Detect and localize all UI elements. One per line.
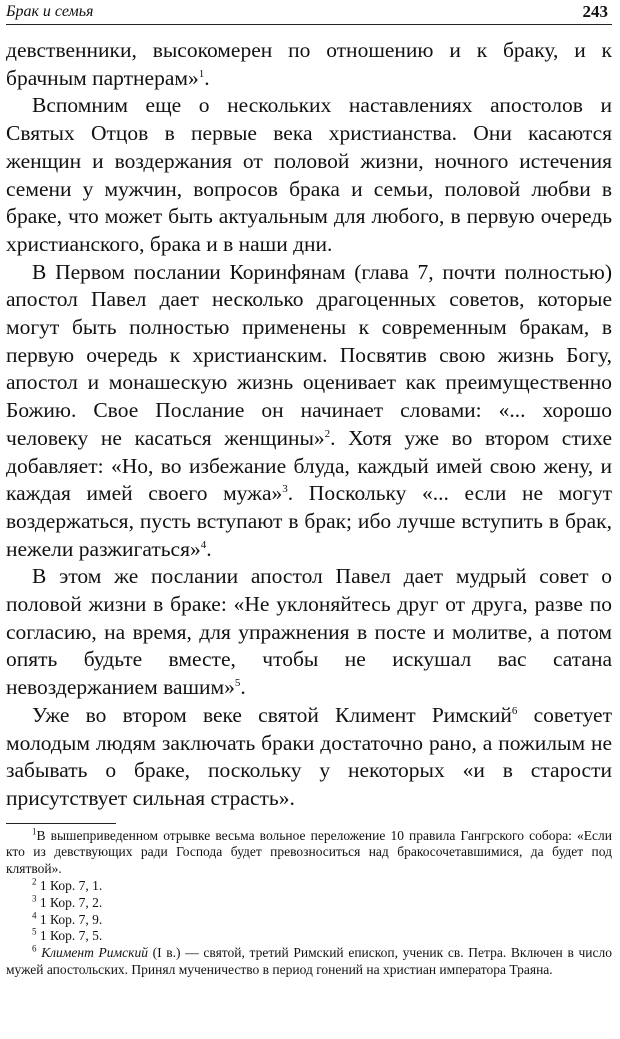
paragraph-3-text-b: . Хотя уже во втором стихе добавляет: «Но, во избежание блуда, каждый имей свою жену, и каждая имей своего мужа» <box>6 425 612 506</box>
paragraph-5-text-b: советует молодым людям заключать браки достаточно рано, а пожилым не забывать о браке, поскольку у некоторых «и в старости присутствует сильная страсть». <box>6 702 612 810</box>
footnote-ref-6: 6 <box>511 704 518 717</box>
footnote-4-mark: 4 <box>32 910 37 921</box>
paragraph-4-text: В этом же послании апостол Павел дает мудрый совет о половой жизни в браке: «Не уклоняйтесь друг от друга, разве по согласию, на время, для упражнения в посте и молитве, а потом опять будьте вместе, чтобы не искушал вас сатана невоздержанием вашим» <box>6 564 612 700</box>
paragraph-3-end: . <box>206 536 212 561</box>
footnote-4 <box>6 912 612 929</box>
footnote-ref-1: 1 <box>198 67 205 80</box>
footnote-6-text: (I в.) — святой, третий Римский епископ, ученик св. Петра. Включен в число мужей апостольских. Принял мученичество в период гонений на христиан императора Траяна. <box>6 945 613 978</box>
footnote-4-text: 1 Кор. 7, 9. <box>39 911 103 927</box>
paragraph-4 <box>6 563 612 702</box>
page-number: 243 <box>582 2 608 21</box>
paragraph-4-end: . <box>240 675 246 700</box>
running-head <box>6 2 612 25</box>
paragraph-1: девственники, высокомерен по отношению и к браку, и к брачным партнерам»$^1$. <box>6 38 612 90</box>
footnote-ref-5: 5 <box>234 677 241 690</box>
paragraph-3 <box>6 259 612 564</box>
footnote-5-text: 1 Кор. 7, 5. <box>39 928 103 944</box>
footnote-ref-2: 2 <box>324 427 331 440</box>
body-text <box>6 37 612 813</box>
footnotes <box>6 828 612 979</box>
footnote-ref-4: 4 <box>200 538 207 551</box>
footnote-5 <box>6 928 612 945</box>
paragraph-1-text: девственники, высокомерен по отношению и к браку, и к брачным партнерам» <box>6 38 612 90</box>
footnote-1-mark: 1 <box>32 826 37 837</box>
footnote-2-text: 1 Кор. 7, 1. <box>39 878 103 894</box>
footnote-2-mark: 2 <box>32 876 37 887</box>
footnote-6-mark: 6 <box>32 943 37 954</box>
footnote-6 <box>6 945 612 979</box>
footnote-6-name: Климент Римский <box>41 945 148 961</box>
footnote-ref-3: 3 <box>282 483 288 496</box>
footnote-2 <box>6 878 612 895</box>
footnote-divider <box>6 823 116 824</box>
paragraph-5-text-a: Уже во втором веке святой Климент Римский <box>32 702 512 727</box>
paragraph-3-text-c: . Поскольку «... если не могут воздержаться, пусть вступают в брак; ибо лучше вступить в брак, нежели разжигаться» <box>6 481 613 561</box>
footnote-5-mark: 5 <box>32 926 37 937</box>
paragraph-2-text: Вспомним еще о нескольких наставлениях апостолов и Святых Отцов в первые века христианства. Они касаются женщин и воздержания от половой жизни, ночного истечения семени у мужчин, вопросов брака и семьи, половой любви в браке, что может быть актуальным для любого, в первую очередь христианского, брака и в наши дни. <box>6 93 612 256</box>
footnote-1-text: В вышеприведенном отрывке весьма вольное переложение 10 правила Гангрского собора: «Если кто из девствующих ради Господа будет превозноситься над бракосочетавшимися, да будет под клятвой». <box>6 827 612 877</box>
footnote-1 <box>6 828 612 878</box>
paragraph-5 <box>6 702 612 813</box>
paragraph-2 <box>6 92 612 258</box>
footnote-3-mark: 3 <box>32 893 37 904</box>
running-title: Брак и семья <box>6 3 94 20</box>
footnote-3-text: 1 Кор. 7, 2. <box>39 894 103 910</box>
footnote-3 <box>6 895 612 912</box>
paragraph-3-text-a: В Первом послании Коринфянам (глава 7, почти полностью) апостол Павел дает несколько драгоценных советов, которые могут быть полностью применены к современным бракам, в первую очередь к христианским. Посвятив свою жизнь Богу, апостол и монашескую жизнь оценивает как преимущественно Божию. Свое Послание он начинает словами: «... хорошо человеку не касаться женщины» <box>6 259 612 450</box>
